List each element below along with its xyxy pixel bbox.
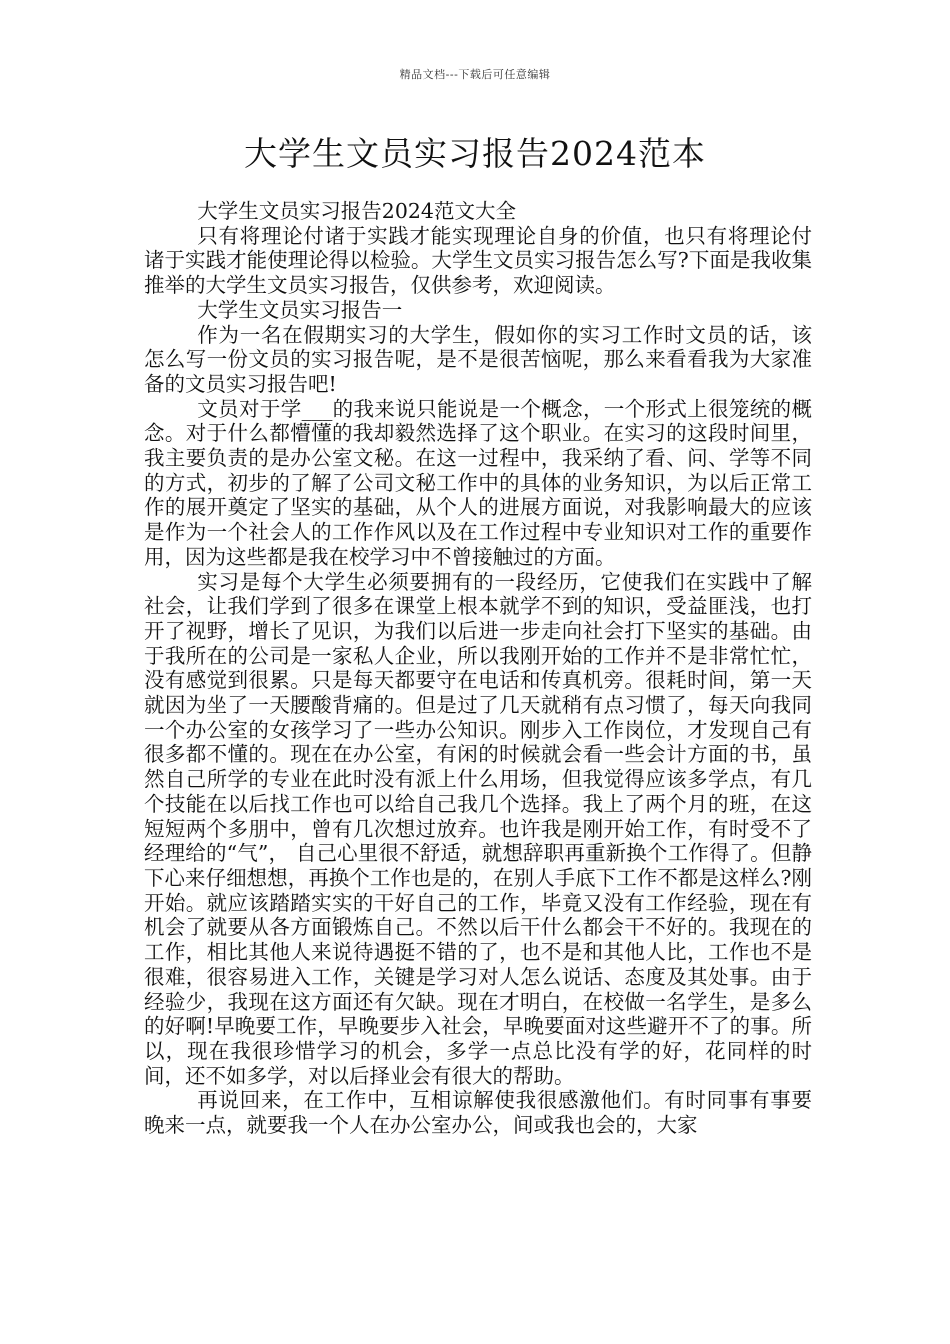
body-paragraph: 实习是每个大学生必须要拥有的一段经历，它使我们在实践中了解社会，让我们学到了很多在课堂上根本就学不到的知识，受益匪浅，也打开了视野，增长了见识，为我们以后进一步走向社会打下坚实的基础。由于我所在的公司是一家私人企业，所以我刚开始的工作并不是非常忙忙，没有感觉到很累。只是每天都要守在电话和传真机旁。很耗时间，第一天就因为坐了一天腰酸背痛的。但是过了几天就稍有点习惯了，每天向我同一个办公室的女孩学习了一些办公知识。刚步入工作岗位，才发现自己有很多都不懂的。现在在办公室，有闲的时候就会看一些会计方面的书，虽然自己所学的专业在此时没有派上什么用场，但我觉得应该多学点，有几个技能在以后找工作也可以给自己我几个选择。我上了两个月的班，在这短短两个多朋中，曾有几次想过放弃。也许我是刚开始工作，有时受不了经理给的“气”， 自己心里很不舒适，就想辞职再重新换个工作得了。但静下心来仔细想想，再换个工作也是的，在别人手底下工作不都是这样么?刚开始。就应该踏踏实实的干好自己的工作，毕竟又没有工作经验，现在有机会了就要从各方面锻炼自己。不然以后干什么都会干不好的。我现在的工作，相比其他人来说待遇挺不错的了，也不是和其他人比，工作也不是很难，很容易进入工作，关键是学习对人怎么说话、态度及其处事。由于经验少，我现在这方面还有欠缺。现在才明白，在校做一名学生，是多么的好啊!早晚要工作，早晚要步入社会，早晚要面对这些避开不了的事。所以，现在我很珍惜学习的机会，多学一点总比没有学的好，花同样的时间，还不如多学，对以后择业会有很大的帮助。 (144, 569, 812, 1088)
body-paragraph: 大学生文员实习报告一 (197, 297, 403, 322)
body-paragraph: 再说回来，在工作中，互相谅解使我很感激他们。有时同事有事要晚来一点，就要我一个人在办公室办公，间或我也会的，大家 (144, 1088, 812, 1138)
header-note: 精品文档---下载后可任意编辑 (399, 68, 551, 81)
document-body (144, 199, 812, 1138)
body-paragraph: 作为一名在假期实习的大学生，假如你的实习工作时文员的话，该怎么写一份文员的实习报告呢，是不是很苦恼呢，那么来看看我为大家准备的文员实习报告吧! (144, 322, 812, 396)
body-paragraph: 大学生文员实习报告2024范文大全 (197, 199, 516, 223)
body-paragraph: 只有将理论付诸于实践才能实现理论自身的价值，也只有将理论付诸于实践才能使理论得以检验。大学生文员实习报告怎么写?下面是我收集推举的大学生文员实习报告，仅供参考，欢迎阅读。 (144, 223, 812, 298)
document-title: 大学生文员实习报告2024范本 (244, 134, 706, 173)
body-paragraph: 文员对于学___的我来说只能说是一个概念，一个形式上很笼统的概念。对于什么都懵懂的我却毅然选择了这个职业。在实习的这段时间里，我主要负责的是办公室文秘。在这一过程中，我采纳了看、问、学等不同的方式，初步的了解了公司文秘工作中的具体的业务知识，为以后正常工作的展开奠定了坚实的基础，从个人的进展方面说，对我影响最大的应该是作为一个社会人的工作作风以及在工作过程中专业知识对工作的重要作用，因为这些都是我在校学习中不曾接触过的方面。 (144, 396, 812, 569)
